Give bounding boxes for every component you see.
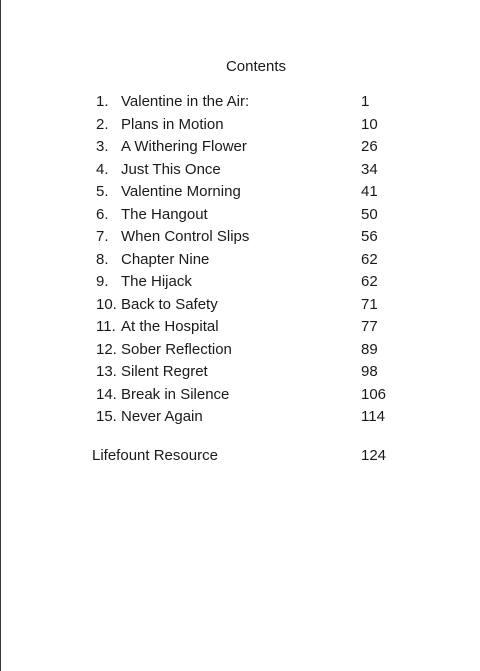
toc-entry-number: 9. [96,273,109,290]
toc-entry [0,316,480,339]
contents-heading: Contents [225,58,287,75]
toc-entry-title: A Withering Flower [121,138,247,155]
toc-entry-page: 1 [361,93,370,110]
toc-entry-number: 8. [96,250,109,268]
toc-entry-number: 5. [96,183,109,200]
toc-entry-page: 98 [361,363,378,380]
toc-entry-number: 14. [96,385,117,403]
toc-entry-page: 71 [361,295,378,313]
toc-entry-title: Break in Silence [121,385,230,403]
toc-resource-page: 124 [361,447,387,464]
toc-entry-title: Chapter Nine [121,250,210,268]
toc-entry [0,406,480,429]
toc-entry-title: The Hangout [121,205,208,223]
toc-resource-entry [0,445,480,467]
toc-entry-number: 3. [96,138,109,155]
toc-entry [0,361,480,384]
toc-entry-number: 4. [96,160,109,178]
table-of-contents [0,91,480,429]
toc-entry-number: 2. [96,115,109,133]
toc-entry-page: 106 [361,385,387,403]
toc-entry-title: When Control Slips [121,228,250,245]
toc-entry [0,159,480,182]
toc-entry [0,339,480,362]
toc-entry [0,294,480,317]
toc-entry-number: 15. [96,408,117,425]
toc-entry-page: 10 [361,115,378,133]
toc-entry-title: Never Again [121,408,203,425]
toc-entry-number: 12. [96,340,117,358]
toc-entry [0,114,480,137]
toc-entry-number: 13. [96,363,117,380]
toc-entry-page: 41 [361,183,378,200]
toc-entry-page: 62 [361,273,378,290]
toc-entry-title: Valentine Morning [121,183,241,200]
toc-entry-title: Plans in Motion [121,115,224,133]
toc-entry [0,226,480,249]
toc-entry-page: 62 [361,250,378,268]
toc-entry-title: Sober Reflection [121,340,232,358]
toc-entry-title: At the Hospital [121,318,219,335]
toc-entry [0,204,480,227]
toc-entry-page: 34 [361,160,378,178]
toc-resource-title: Lifefount Resource [92,447,218,464]
toc-entry-page: 50 [361,205,378,223]
toc-entry-title: Silent Regret [121,363,208,380]
toc-entry-page: 26 [361,138,378,155]
toc-entry [0,249,480,272]
toc-entry-page: 77 [361,318,378,335]
toc-entry-number: 10. [96,295,117,313]
toc-entry-title: Just This Once [121,160,221,178]
toc-entry [0,91,480,114]
toc-entry-title: Back to Safety [121,295,218,313]
toc-entry [0,384,480,407]
toc-entry-title: Valentine in the Air: [121,93,250,110]
toc-entry-title: The Hijack [121,273,192,290]
toc-entry-page: 56 [361,228,378,245]
toc-entry [0,181,480,204]
toc-entry-page: 114 [361,408,385,425]
toc-entry-number: 1. [96,93,109,110]
toc-entry [0,136,480,159]
toc-entry-number: 11. [96,318,116,335]
toc-entry-number: 6. [96,205,109,223]
toc-entry-number: 7. [96,228,109,245]
toc-entry-page: 89 [361,340,378,358]
toc-entry [0,271,480,294]
